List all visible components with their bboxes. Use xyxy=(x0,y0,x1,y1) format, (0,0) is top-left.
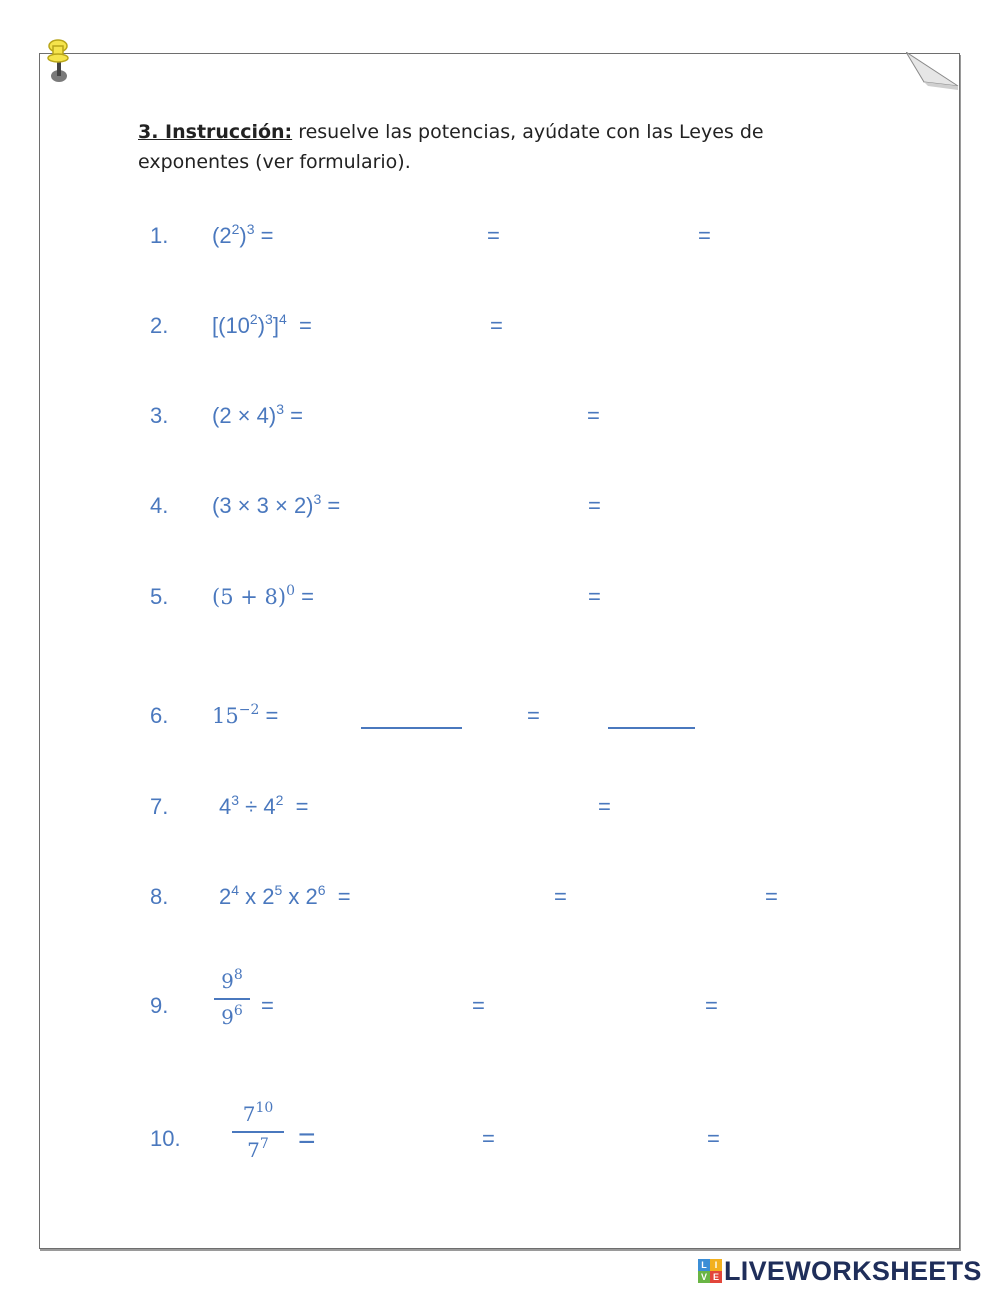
problem-number: 1. xyxy=(150,223,169,248)
problem-number: 7. xyxy=(150,794,169,819)
equals-sign: = xyxy=(554,884,567,909)
problem-2 xyxy=(0,306,1000,346)
problem-number: 2. xyxy=(150,313,169,338)
problem-number: 4. xyxy=(150,493,169,518)
logo-blocks-icon: L I V E xyxy=(698,1259,722,1283)
equals-sign: = xyxy=(705,993,718,1018)
problem-4 xyxy=(0,486,1000,526)
equals-sign: = xyxy=(707,1126,720,1151)
problem-8 xyxy=(0,877,1000,917)
problem-expression: $(2^2)^3$ = xyxy=(212,221,274,248)
answer-blank-line[interactable] xyxy=(361,727,462,729)
fraction: $\frac{7^{10}}{7^7}$ xyxy=(232,1097,284,1167)
equals-sign: = xyxy=(482,1126,495,1151)
answer-blank-line[interactable] xyxy=(608,727,695,729)
problem-3 xyxy=(0,396,1000,436)
problem-7 xyxy=(0,787,1000,827)
problem-number: 9. xyxy=(150,993,169,1018)
equals-sign: = xyxy=(527,703,540,728)
problem-10 xyxy=(0,1100,1000,1162)
problem-expression: $4^3 \div 4^2$ = xyxy=(219,792,309,819)
pushpin-icon xyxy=(44,38,74,86)
equals-sign: = xyxy=(472,993,485,1018)
problem-1 xyxy=(0,216,1000,256)
equals-sign: = xyxy=(588,493,601,518)
equals-sign: = xyxy=(588,584,601,609)
problem-9 xyxy=(0,967,1000,1029)
problem-5 xyxy=(0,577,1000,617)
problem-expression: $2^4$ x $2^5$ x $2^6$ = xyxy=(219,882,351,909)
equals-sign: = xyxy=(261,993,274,1018)
equals-sign: = xyxy=(598,794,611,819)
problem-number: 8. xyxy=(150,884,169,909)
page-curl-corner xyxy=(906,52,960,90)
equals-sign: = xyxy=(765,884,778,909)
logo-text: LIVEWORKSHEETS xyxy=(724,1255,982,1286)
problem-number: 5. xyxy=(150,584,169,609)
problem-6 xyxy=(0,696,1000,736)
problem-number: 6. xyxy=(150,703,169,728)
equals-sign: = xyxy=(698,223,711,248)
problem-expression: $(5 + 8)^0$ = xyxy=(212,583,314,609)
problem-number: 3. xyxy=(150,403,169,428)
problem-number: 10. xyxy=(150,1126,181,1151)
problem-expression: $(3 \times 3 \times 2)^3$ = xyxy=(212,491,341,518)
fraction: $\frac{9^8}{9^6}$ xyxy=(214,964,250,1034)
instruction-body: resuelve las potencias, ayúdate con las Leyes de exponentes (ver formulario). xyxy=(138,121,764,173)
equals-sign: = xyxy=(487,223,500,248)
equals-sign: = xyxy=(587,403,600,428)
instruction-text xyxy=(138,117,878,177)
problem-expression: $15^{-2}$ = xyxy=(212,702,279,728)
equals-sign: = xyxy=(490,313,503,338)
equals-sign: = xyxy=(298,1122,316,1155)
problem-expression: $(2 \times 4)^3$ = xyxy=(212,401,303,428)
problem-expression: $[(10^2)^3]^4$ = xyxy=(212,311,312,338)
instruction-lead: 3. Instrucción: xyxy=(138,121,293,143)
liveworksheets-logo[interactable] xyxy=(698,1255,982,1286)
